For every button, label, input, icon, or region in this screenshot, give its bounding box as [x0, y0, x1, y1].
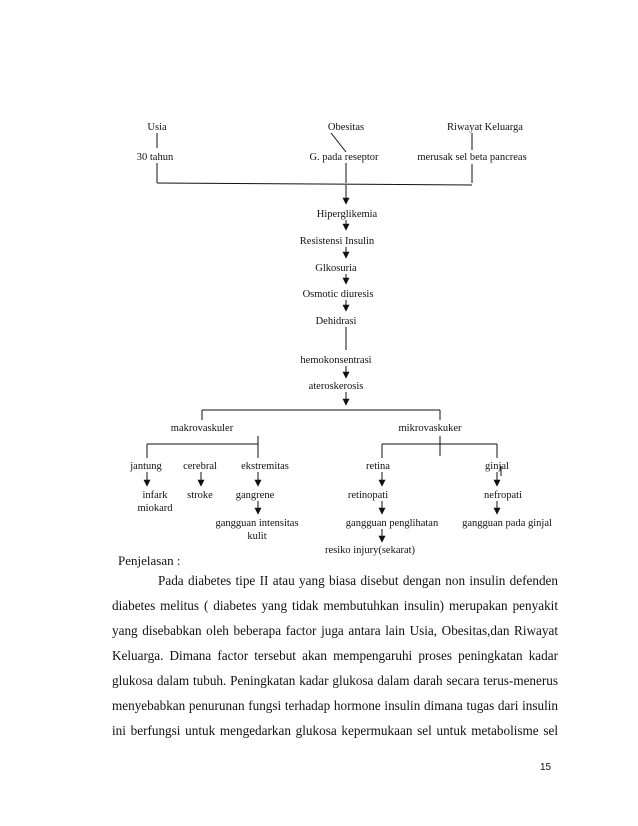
node-osmotic-diuresis: Osmotic diuresis: [302, 289, 374, 300]
section-heading: Penjelasan :: [118, 553, 181, 568]
node-gangguan-intensitas: gangguan intensitas: [215, 518, 299, 529]
node-mikrovaskuker: mikrovaskuker: [398, 423, 462, 434]
paragraph-line: glukosa dalam tubuh. Peningkatan kadar glukosa dalam darah secara terus-menerus: [112, 673, 558, 688]
node-hemokonsentrasi: hemokonsentrasi: [300, 355, 372, 366]
node-cerebral: cerebral: [183, 461, 217, 472]
node-glkosuria: Glkosuria: [315, 263, 357, 274]
node-resiko-injury: resiko injury(sekarat): [324, 545, 416, 556]
node-retinopati: retinopati: [347, 490, 389, 501]
node-ateroskerosis: ateroskerosis: [308, 381, 364, 392]
node-makrovaskuler: makrovaskuler: [170, 423, 234, 434]
node-stroke: stroke: [187, 490, 213, 501]
node-infark: infark: [142, 490, 168, 501]
paragraph-line: ini berfungsi untuk mengedarkan glukosa kepermukaan sel untuk metabolisme sel: [112, 723, 558, 738]
node-merusak-sel-beta: merusak sel beta pancreas: [417, 152, 527, 163]
node-retina: retina: [366, 461, 390, 472]
paragraph-line: Pada diabetes tipe II atau yang biasa disebut dengan non insulin defenden: [158, 573, 558, 588]
diagram-connectors: [147, 133, 501, 542]
node-miokard: miokard: [137, 503, 173, 514]
paragraph-line: diabetes melitus ( diabetes yang tidak membutuhkan insulin) merupakan penyakit: [112, 598, 558, 613]
node-usia: Usia: [147, 122, 167, 133]
paragraph-line: Keluarga. Dimana factor tersebut akan mempengaruhi proses peningkatan kadar: [112, 648, 558, 663]
node-hiperglikemia: Hiperglikemia: [316, 209, 378, 220]
node-30-tahun: 30 tahun: [136, 152, 174, 163]
node-kulit: kulit: [247, 531, 267, 542]
paragraph-line: yang disebabkan oleh beberapa factor juga antara lain Usia, Obesitas,dan Riwayat: [112, 623, 558, 638]
node-nefropati: nefropati: [484, 490, 522, 501]
node-g-pada-reseptor: G. pada reseptor: [309, 152, 379, 163]
node-ekstremitas: ekstremitas: [241, 461, 289, 472]
node-resistensi-insulin: Resistensi Insulin: [299, 236, 375, 247]
node-gangrene: gangrene: [235, 490, 275, 501]
node-dehidrasi: Dehidrasi: [315, 316, 357, 327]
node-ginjal: ginjal: [485, 461, 509, 472]
node-riwayat-keluarga: Riwayat Keluarga: [447, 122, 523, 133]
page-number: 15: [540, 762, 552, 773]
node-gangguan-ginjal: gangguan pada ginjal: [462, 518, 552, 529]
diagram-labels: [129, 122, 552, 556]
node-jantung: jantung: [130, 461, 162, 472]
node-gangguan-penglihatan: gangguan penglihatan: [345, 518, 439, 529]
node-obesitas: Obesitas: [327, 122, 365, 133]
paragraph-line: menyebabkan penurunan fungsi terhadap hormone insulin dimana tugas dari insulin: [112, 698, 558, 713]
